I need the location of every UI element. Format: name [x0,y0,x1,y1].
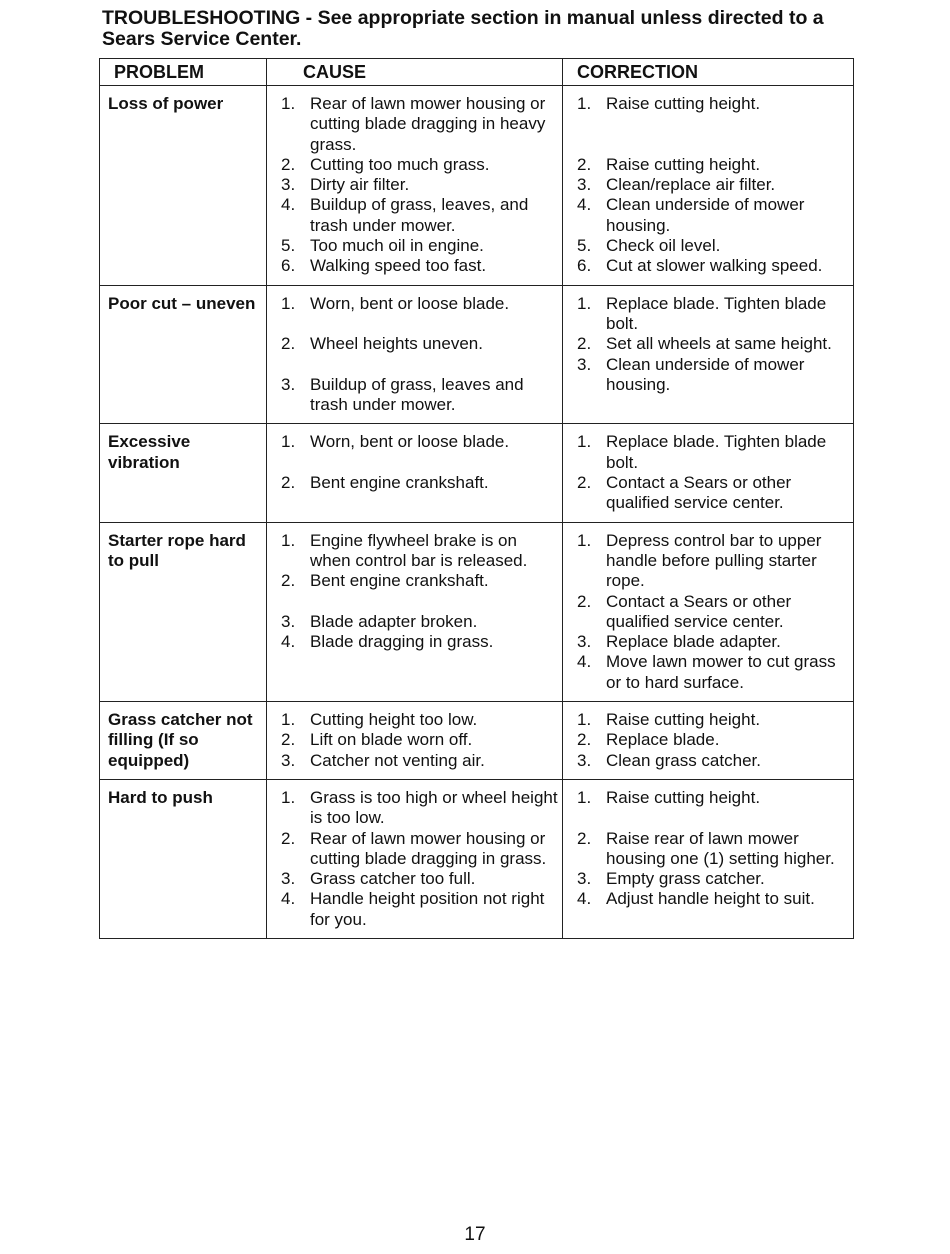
correction-cell [563,779,854,938]
cause-item [281,432,558,452]
cause-item [281,612,558,632]
item-number: 1. [281,787,296,807]
item-number: 3. [577,354,592,374]
item-number: 5. [281,236,296,256]
cause-item [281,375,558,416]
item-number: 2. [281,730,296,750]
item-text: Raise cutting height. [606,154,761,174]
item-number: 3. [281,374,296,394]
cause-item [281,473,558,493]
item-text: Clean underside of mower housing. [606,354,805,394]
item-number: 3. [577,750,592,770]
item-text: Worn, bent or loose blade. [310,293,510,313]
item-text: Raise cutting height. [606,710,761,730]
item-number: 3. [577,869,592,889]
correction-item [577,355,849,396]
correction-item [577,829,849,870]
item-number: 4. [577,195,592,215]
item-text: Worn, bent or loose blade. [310,432,510,452]
page-title: TROUBLESHOOTING - See appropriate section in manual unless directed to a Sears Service Center. [102,7,824,50]
item-number: 1. [577,432,592,452]
item-text: Adjust handle height to suit. [606,889,815,909]
item-text: Cutting too much grass. [310,154,490,174]
item-number: 3. [577,175,592,195]
item-number: 4. [577,889,592,909]
cause-item [281,294,558,314]
item-number: 2. [577,828,592,848]
item-text: Contact a Sears or other qualified service center. [606,591,792,631]
cause-item [281,751,558,771]
item-number: 5. [577,236,592,256]
item-text: Wheel heights uneven. [310,334,483,354]
item-text: Lift on blade worn off. [310,730,473,750]
correction-cell [563,702,854,780]
correction-item [577,788,849,808]
table-header-row [100,59,854,86]
item-number: 2. [577,473,592,493]
cause-item [281,889,558,930]
cause-cell [267,424,563,522]
item-number: 4. [281,889,296,909]
cause-item [281,829,558,870]
item-number: 1. [281,94,296,113]
cause-item [281,175,558,195]
correction-item [577,432,849,473]
problem-cell: Grass catcher not filling (If so equipped) [100,702,267,780]
item-number: 3. [281,750,296,770]
correction-item [577,155,849,175]
item-text: Clean underside of mower housing. [606,195,805,235]
correction-item [577,889,849,909]
item-text: Clean grass catcher. [606,750,761,770]
table-row [100,779,854,938]
cause-item [281,869,558,889]
item-text: Contact a Sears or other qualified service center. [606,473,792,513]
item-text: Depress control bar to upper handle before pulling starter rope. [606,530,822,591]
cause-item [281,236,558,256]
item-number: 1. [281,432,296,452]
item-text: Buildup of grass, leaves and trash under mower. [310,374,524,415]
item-number: 2. [577,591,592,611]
item-text: Engine flywheel brake is on when control bar is released. [310,530,528,570]
table-row [100,285,854,424]
item-number: 3. [281,611,296,631]
cause-item [281,730,558,750]
correction-item [577,175,849,195]
page-number: 17 [464,1224,486,1245]
troubleshooting-table [99,58,854,939]
item-text: Rear of lawn mower housing or cutting blade dragging in heavy grass. [310,94,546,154]
item-number: 1. [577,710,592,730]
item-text: Clean/replace air filter. [606,175,776,195]
item-text: Blade adapter broken. [310,611,478,631]
item-text: Grass is too high or wheel height is too low. [310,787,558,828]
item-text: Replace blade. Tighten blade bolt. [606,293,827,333]
item-number: 1. [577,293,592,313]
item-number: 6. [281,256,296,276]
correction-item [577,236,849,256]
item-text: Raise rear of lawn mower housing one (1) setting higher. [606,828,835,868]
item-text: Rear of lawn mower housing or cutting blade dragging in grass. [310,828,547,868]
item-text: Move lawn mower to cut grass or to hard surface. [606,652,836,692]
item-number: 4. [577,652,592,672]
item-text: Replace blade. [606,730,720,750]
problem-cell: Starter rope hard to pull [100,522,267,701]
problem-cell: Hard to push [100,779,267,938]
cause-item [281,195,558,236]
item-number: 2. [281,154,296,174]
cause-cell [267,86,563,286]
item-number: 1. [281,710,296,730]
cause-item [281,256,558,276]
cause-item [281,632,558,652]
item-text: Replace blade adapter. [606,632,781,652]
item-text: Grass catcher too full. [310,869,476,889]
correction-item [577,710,849,730]
item-text: Handle height position not right for you. [310,889,545,929]
item-number: 3. [577,632,592,652]
header-cause: CAUSE [267,59,563,86]
cause-cell [267,285,563,424]
item-number: 1. [281,293,296,313]
item-text: Replace blade. Tighten blade bolt. [606,432,827,472]
problem-cell: Loss of power [100,86,267,286]
item-number: 2. [281,571,296,591]
item-number: 4. [281,632,296,652]
item-number: 2. [577,334,592,354]
item-number: 2. [577,730,592,750]
item-number: 4. [281,195,296,215]
item-text: Cut at slower walking speed. [606,256,823,276]
correction-item [577,632,849,652]
item-number: 2. [577,154,592,174]
cause-cell [267,702,563,780]
cause-item [281,531,558,572]
correction-item [577,531,849,592]
correction-item [577,195,849,236]
cause-item [281,334,558,354]
item-text: Blade dragging in grass. [310,632,494,652]
correction-cell [563,86,854,286]
item-text: Too much oil in engine. [310,236,484,256]
cause-item [281,155,558,175]
cause-cell [267,779,563,938]
item-number: 2. [281,473,296,493]
correction-item [577,869,849,889]
correction-item [577,730,849,750]
item-text: Bent engine crankshaft. [310,571,489,591]
item-number: 1. [577,787,592,807]
table-row [100,86,854,286]
correction-cell [563,522,854,701]
correction-item [577,334,849,354]
cause-item [281,94,558,155]
header-problem: PROBLEM [100,59,267,86]
item-number: 3. [281,869,296,889]
item-text: Bent engine crankshaft. [310,473,489,493]
item-text: Dirty air filter. [310,175,410,195]
correction-item [577,652,849,693]
table-row [100,522,854,701]
correction-cell [563,424,854,522]
cause-cell [267,522,563,701]
correction-cell [563,285,854,424]
item-text: Walking speed too fast. [310,256,487,276]
item-number: 3. [281,175,296,195]
item-text: Check oil level. [606,236,721,256]
table-row [100,702,854,780]
correction-item [577,592,849,633]
problem-cell: Poor cut – uneven [100,285,267,424]
cause-item [281,710,558,730]
header-correction: CORRECTION [563,59,854,86]
item-number: 1. [577,94,592,113]
item-number: 2. [281,334,296,354]
item-text: Raise cutting height. [606,94,761,113]
problem-cell: Excessive vibration [100,424,267,522]
item-text: Set all wheels at same height. [606,334,832,354]
item-text: Catcher not venting air. [310,750,485,770]
item-number: 1. [281,530,296,550]
correction-item [577,94,849,114]
item-text: Cutting height too low. [310,710,478,730]
item-text: Empty grass catcher. [606,869,765,889]
item-number: 1. [577,530,592,550]
correction-item [577,294,849,335]
item-text: Buildup of grass, leaves, and trash under mower. [310,195,529,235]
item-text: Raise cutting height. [606,787,761,807]
correction-item [577,751,849,771]
cause-item [281,788,558,829]
correction-item [577,256,849,276]
correction-item [577,473,849,514]
item-number: 2. [281,828,296,848]
table-row [100,424,854,522]
cause-item [281,571,558,591]
item-number: 6. [577,256,592,276]
